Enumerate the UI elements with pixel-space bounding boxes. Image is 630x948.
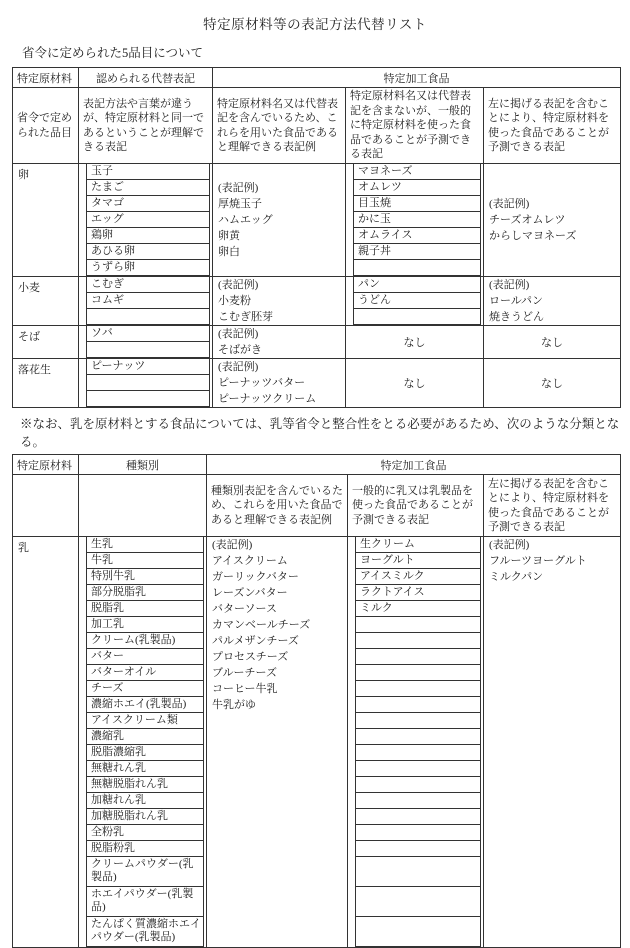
alt-term-box: 濃縮ホエイ(乳製品)	[86, 696, 204, 713]
alt-term-box	[86, 341, 210, 358]
subtitle-five-items: 省令に定められた5品目について	[22, 46, 204, 60]
header2-col2: 表記方法や言葉が違うが、特定原材料と同一であるということが理解できる表記	[79, 88, 213, 164]
processed-food-box	[353, 308, 481, 325]
row-そば	[13, 326, 621, 359]
alt-term-box	[86, 374, 210, 391]
alt-term-box: たまご	[86, 179, 210, 196]
material-cell: 落花生	[13, 359, 79, 408]
header-row-2	[13, 475, 621, 537]
example-line: ガーリックバター	[212, 571, 299, 583]
header2-col1	[13, 475, 79, 537]
predicted-example-cell	[484, 164, 621, 277]
nashi-cell: なし	[484, 359, 621, 408]
alt-notation-cell	[79, 326, 213, 359]
processed-food-box	[355, 696, 481, 713]
header2-col5: 左に掲げる表記を含むことにより、特定原材料を使った食品であることが予測できる表記	[484, 88, 621, 164]
alt-term-box: ホエイパウダー(乳製品)	[86, 886, 204, 917]
header-material: 特定原材料	[13, 68, 79, 88]
notation-example-cell	[213, 326, 346, 359]
notation-example-cell	[213, 164, 346, 277]
milk-classification-table	[12, 454, 621, 948]
example-line: パルメザンチーズ	[212, 635, 299, 647]
alt-term-box	[86, 308, 210, 325]
example-line: レーズンバター	[212, 587, 288, 599]
processed-food-box	[355, 632, 481, 649]
example-line: そばがき	[218, 344, 262, 356]
example-line: フルーツヨーグルト	[489, 555, 587, 567]
example-line: (表記例)	[218, 182, 259, 194]
processed-food-box	[355, 712, 481, 729]
example-line: ロールパン	[489, 295, 544, 307]
row-乳	[13, 537, 621, 948]
example-line: 卵白	[218, 246, 240, 258]
example-line: ピーナッツバター	[218, 377, 306, 389]
nashi-cell: なし	[346, 326, 484, 359]
predicted-example-cell	[484, 277, 621, 326]
alt-term-box: アイスクリーム類	[86, 712, 204, 729]
alt-term-box: バター	[86, 648, 204, 665]
alt-term-box: 脱脂乳	[86, 600, 204, 617]
alt-notation-cell	[79, 359, 213, 408]
example-line: こむぎ胚芽	[218, 311, 273, 323]
example-line: 卵黄	[218, 230, 240, 242]
alt-term-box: 特別牛乳	[86, 568, 204, 585]
processed-food-box: 親子丼	[353, 243, 481, 260]
processed-food-box	[355, 760, 481, 777]
alt-term-box: 加糖れん乳	[86, 792, 204, 809]
processed-food-box	[355, 886, 481, 917]
example-line: (表記例)	[218, 328, 259, 340]
example-line: 厚焼玉子	[218, 198, 262, 210]
processed-food-box: うどん	[353, 292, 481, 309]
example-line: コーヒー牛乳	[212, 683, 278, 695]
processed-food-box: オムレツ	[353, 179, 481, 196]
row-卵	[13, 164, 621, 277]
nashi-cell: なし	[346, 359, 484, 408]
allergen-substitute-table	[12, 67, 621, 408]
processed-food-box	[355, 744, 481, 761]
header-row-2	[13, 88, 621, 164]
processed-food-box: アイスミルク	[355, 568, 481, 585]
nashi-cell: なし	[484, 326, 621, 359]
alt-term-box: 濃縮乳	[86, 728, 204, 745]
alt-term-box: クリームパウダー(乳製品)	[86, 856, 204, 887]
alt-term-box: 牛乳	[86, 552, 204, 569]
alt-term-box: ピーナッツ	[86, 359, 210, 375]
alt-term-box: クリーム(乳製品)	[86, 632, 204, 649]
alt-term-box: チーズ	[86, 680, 204, 697]
processed-food-box	[355, 916, 481, 947]
header-processed-food: 特定加工食品	[207, 455, 621, 475]
example-line: ブルーチーズ	[212, 667, 278, 679]
alt-term-box: 無糖れん乳	[86, 760, 204, 777]
milk-classification-note: ※なお、乳を原材料とする食品については、乳等省令と整合性をとる必要があるため、次のような分類となる。	[20, 417, 620, 449]
processed-food-cell	[348, 537, 484, 948]
processed-food-cell	[346, 164, 484, 277]
example-line: カマンベールチーズ	[212, 619, 311, 631]
example-line: アイスクリーム	[212, 555, 288, 567]
example-line: ピーナッツクリーム	[218, 393, 317, 405]
row-小麦	[13, 277, 621, 326]
processed-food-box	[355, 824, 481, 841]
example-line: ハムエッグ	[218, 214, 273, 226]
processed-food-box: ラクトアイス	[355, 584, 481, 601]
example-line: プロセスチーズ	[212, 651, 289, 663]
alt-term-box: 生乳	[86, 537, 204, 553]
processed-food-cell	[346, 277, 484, 326]
alt-term-box: 全粉乳	[86, 824, 204, 841]
example-line: チーズオムレツ	[489, 214, 566, 226]
alt-term-box: 脱脂濃縮乳	[86, 744, 204, 761]
header-row-1	[13, 455, 621, 475]
alt-term-box: バターオイル	[86, 664, 204, 681]
header2-col2	[79, 475, 207, 537]
alt-notation-cell	[79, 537, 207, 948]
example-line: ミルクパン	[489, 571, 544, 583]
processed-food-box	[355, 776, 481, 793]
processed-food-box: ヨーグルト	[355, 552, 481, 569]
alt-term-box: こむぎ	[86, 277, 210, 293]
header-alt-notation: 認められる代替表記	[79, 68, 213, 88]
material-cell: 小麦	[13, 277, 79, 326]
alt-term-box: ソバ	[86, 326, 210, 342]
material-cell: 卵	[13, 164, 79, 277]
example-line: (表記例)	[218, 361, 259, 373]
processed-food-box	[355, 856, 481, 887]
alt-term-box: 無糖脱脂れん乳	[86, 776, 204, 793]
processed-food-box: ミルク	[355, 600, 481, 617]
alt-term-box: コムギ	[86, 292, 210, 309]
processed-food-box	[355, 664, 481, 681]
processed-food-box	[355, 808, 481, 825]
header-processed-food: 特定加工食品	[213, 68, 621, 88]
example-line: (表記例)	[212, 539, 253, 551]
example-line: 焼きうどん	[489, 311, 544, 323]
alt-term-box: エッグ	[86, 211, 210, 228]
processed-food-box: オムライス	[353, 227, 481, 244]
alt-term-box: たんぱく質濃縮ホエイパウダー(乳製品)	[86, 916, 204, 947]
processed-food-box	[355, 648, 481, 665]
alt-term-box: 脱脂粉乳	[86, 840, 204, 857]
processed-food-box: マヨネーズ	[353, 164, 481, 180]
alt-notation-cell	[79, 277, 213, 326]
alt-term-box: 部分脱脂乳	[86, 584, 204, 601]
processed-food-box	[355, 680, 481, 697]
row-落花生	[13, 359, 621, 408]
example-line: (表記例)	[489, 539, 530, 551]
alt-term-box: うずら卵	[86, 259, 210, 276]
example-line: 牛乳がゆ	[212, 699, 256, 711]
processed-food-box	[355, 728, 481, 745]
material-cell: 乳	[13, 537, 79, 948]
processed-food-box	[355, 616, 481, 633]
material-cell: そば	[13, 326, 79, 359]
alt-notation-cell	[79, 164, 213, 277]
example-line: 小麦粉	[218, 295, 251, 307]
alt-term-box: タマゴ	[86, 195, 210, 212]
processed-food-box: かに玉	[353, 211, 481, 228]
predicted-example-cell	[484, 537, 621, 948]
processed-food-box	[355, 792, 481, 809]
header2-col4: 特定原材料名又は代替表記を含まないが、一般的に特定原材料を使った食品であることが予測できる表記	[346, 88, 484, 164]
example-line: バターソース	[212, 603, 278, 615]
example-line: からしマヨネーズ	[489, 230, 577, 242]
processed-food-box	[353, 259, 481, 276]
example-line: (表記例)	[489, 279, 530, 291]
processed-food-box: 生クリーム	[355, 537, 481, 553]
page-title: 特定原材料等の表記方法代替リスト	[203, 17, 427, 32]
alt-term-box	[86, 390, 210, 407]
processed-food-box	[355, 840, 481, 857]
example-line: (表記例)	[489, 198, 530, 210]
alt-term-box: 加糖脱脂れん乳	[86, 808, 204, 825]
header2-col1: 省令で定められた品目	[13, 88, 79, 164]
notation-example-cell	[213, 277, 346, 326]
header2-col3: 特定原材料名又は代替表記を含んでいるため、これらを用いた食品であると理解できる表記例	[213, 88, 346, 164]
alt-term-box: 鶏卵	[86, 227, 210, 244]
alt-term-box: 玉子	[86, 164, 210, 180]
header-material: 特定原材料	[13, 455, 79, 475]
notation-example-cell	[213, 359, 346, 408]
header2-col4: 一般的に乳又は乳製品を使った食品であることが予測できる表記	[348, 475, 484, 537]
notation-example-cell	[207, 537, 348, 948]
header-row-1	[13, 68, 621, 88]
example-line: (表記例)	[218, 279, 259, 291]
processed-food-box: 目玉焼	[353, 195, 481, 212]
header2-col3: 種類別表記を含んでいるため、これらを用いた食品であると理解できる表記例	[207, 475, 348, 537]
header-alt-notation: 種類別	[79, 455, 207, 475]
processed-food-box: パン	[353, 277, 481, 293]
alt-term-box: あひる卵	[86, 243, 210, 260]
header2-col5: 左に掲げる表記を含むことにより、特定原材料を使った食品であることが予測できる表記	[484, 475, 621, 537]
alt-term-box: 加工乳	[86, 616, 204, 633]
